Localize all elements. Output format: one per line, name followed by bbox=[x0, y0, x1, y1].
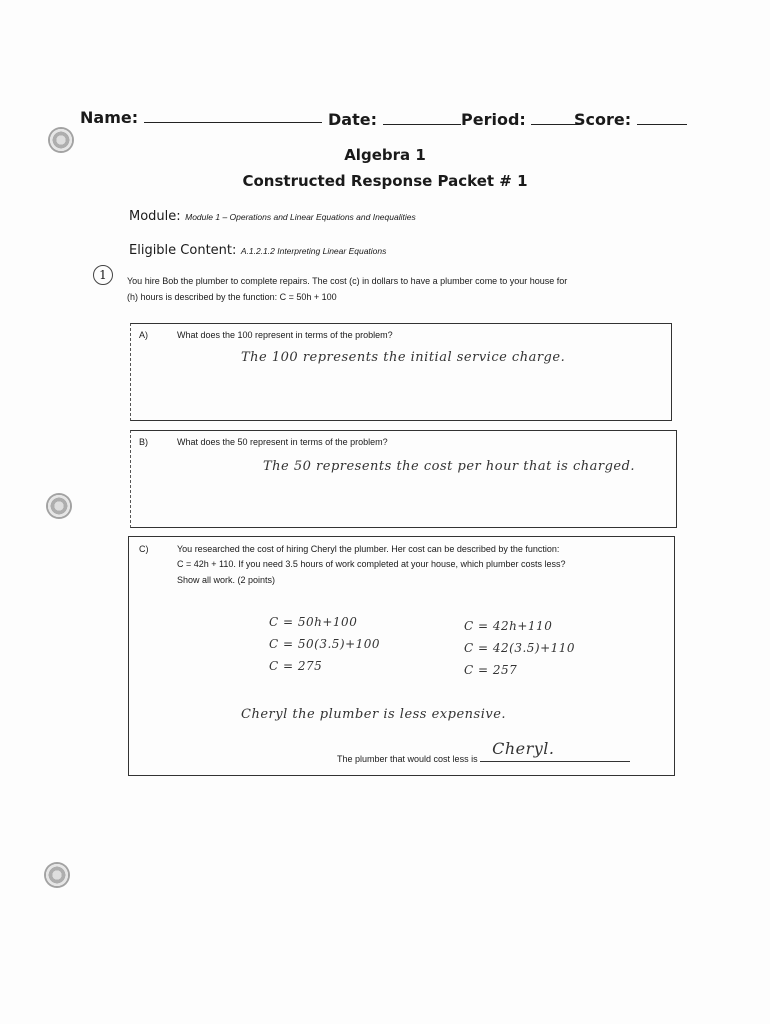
part-b-answer: The 50 represents the cost per hour that is charged. bbox=[263, 459, 636, 474]
course-title: Algebra 1 bbox=[344, 146, 426, 164]
final-answer-value: Cheryl. bbox=[492, 739, 555, 758]
work-right-line: C = 42(3.5)+110 bbox=[464, 641, 576, 655]
final-answer-line bbox=[480, 739, 630, 762]
part-c-conclusion: Cheryl the plumber is less expensive. bbox=[241, 707, 507, 722]
work-right-line: C = 257 bbox=[464, 663, 518, 677]
binder-hole-icon bbox=[46, 493, 72, 519]
score-line bbox=[637, 110, 687, 125]
module-row bbox=[129, 207, 416, 225]
part-c-question-line1: You researched the cost of hiring Cheryl the plumber. Her cost can be described by the function: bbox=[177, 544, 560, 554]
work-left bbox=[269, 611, 380, 677]
eligible-value: A.1.2.1.2 Interpreting Linear Equations bbox=[240, 246, 387, 256]
period-line bbox=[531, 110, 579, 125]
work-left-line: C = 50(3.5)+100 bbox=[269, 637, 381, 651]
question-prompt-line2: (h) hours is described by the function: C = 50h + 100 bbox=[127, 292, 337, 302]
work-left-line: C = 275 bbox=[269, 659, 323, 673]
work-left-line: C = 50h+100 bbox=[269, 615, 358, 629]
name-label: Name: bbox=[80, 108, 139, 127]
part-c-letter: C) bbox=[139, 544, 149, 554]
eligible-label: Eligible Content: bbox=[129, 243, 237, 258]
date-line bbox=[383, 110, 461, 125]
part-c-box bbox=[128, 536, 675, 776]
binder-hole-icon bbox=[44, 862, 70, 888]
question-prompt-line1: You hire Bob the plumber to complete repairs. The cost (c) in dollars to have a plumber come to your house for bbox=[127, 276, 568, 286]
work-right-line: C = 42h+110 bbox=[464, 619, 553, 633]
packet-title: Constructed Response Packet # 1 bbox=[242, 172, 528, 190]
part-b-question: What does the 50 represent in terms of the problem? bbox=[177, 437, 388, 447]
date-field bbox=[328, 110, 461, 129]
part-b-letter: B) bbox=[139, 437, 148, 447]
score-field bbox=[574, 110, 687, 129]
score-label: Score: bbox=[574, 110, 632, 129]
part-c-question-line2: C = 42h + 110. If you need 3.5 hours of work completed at your house, which plumber costs less? bbox=[177, 559, 566, 569]
module-label: Module: bbox=[129, 209, 181, 224]
name-line bbox=[144, 108, 322, 123]
part-c-question-line3: Show all work. (2 points) bbox=[177, 575, 276, 585]
period-label: Period: bbox=[461, 110, 526, 129]
final-answer-label: The plumber that would cost less is bbox=[337, 754, 478, 764]
part-a-box bbox=[130, 323, 672, 421]
module-value: Module 1 – Operations and Linear Equations and Inequalities bbox=[185, 212, 416, 222]
part-a-letter: A) bbox=[139, 330, 148, 340]
part-b-box bbox=[130, 430, 677, 528]
part-a-question: What does the 100 represent in terms of the problem? bbox=[177, 330, 393, 340]
question-number: 1 bbox=[93, 265, 113, 285]
eligible-row bbox=[129, 241, 386, 259]
part-a-answer: The 100 represents the initial service charge. bbox=[241, 350, 566, 365]
header-row bbox=[80, 108, 322, 127]
work-right bbox=[464, 615, 575, 681]
final-answer-row bbox=[337, 739, 630, 764]
period-field bbox=[461, 110, 579, 129]
date-label: Date: bbox=[328, 110, 377, 129]
